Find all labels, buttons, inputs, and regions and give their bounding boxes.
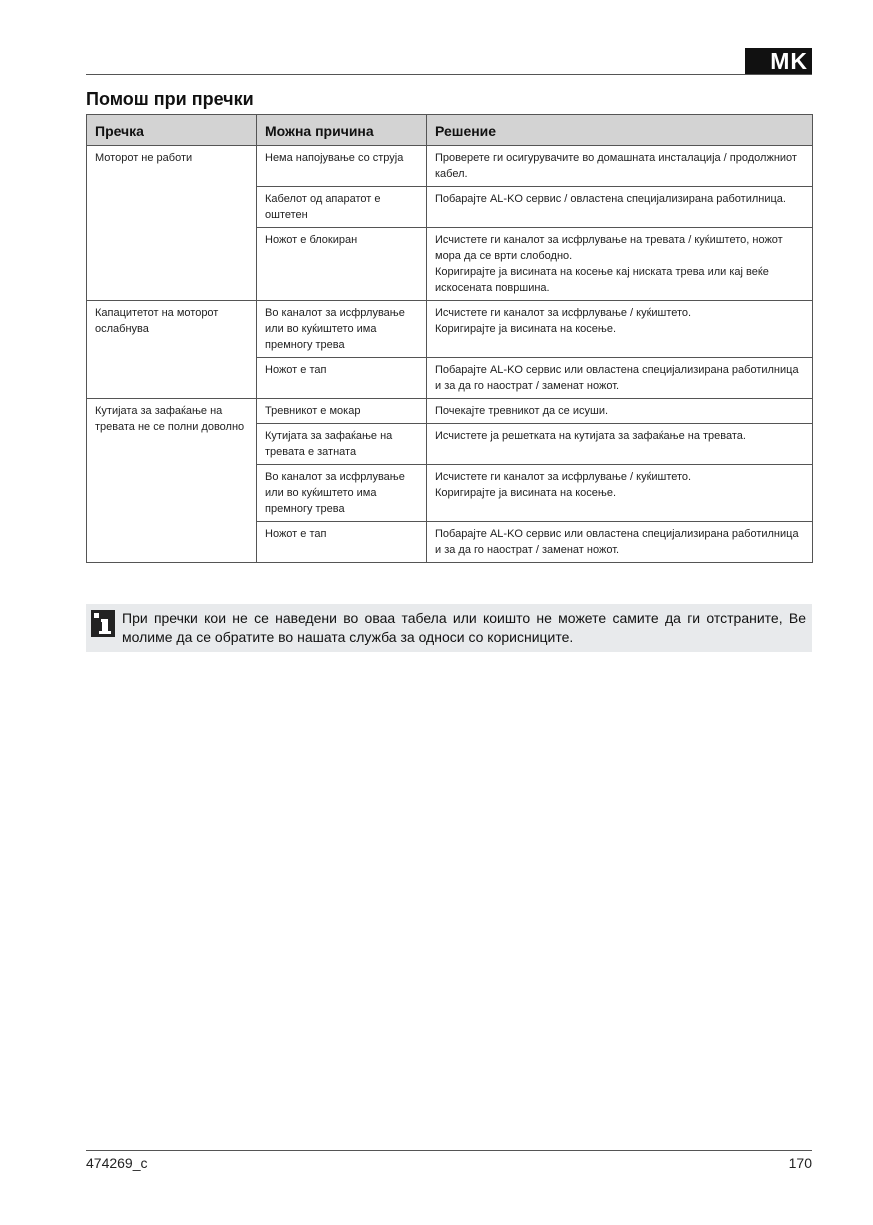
cause-cell — [257, 424, 427, 465]
problem-text: Моторот не работи — [95, 152, 193, 164]
solution-text: Коригирајте ја висината на косење. — [435, 487, 617, 499]
table-row — [87, 399, 813, 424]
table-header-row — [87, 115, 813, 146]
solution-cell — [427, 187, 813, 228]
solution-text: Побарајте AL-KO сервис или овластена специјализирана работилница и за да го наострат / заменат ножот. — [435, 364, 799, 392]
problem-cell — [87, 146, 257, 301]
cause-cell — [257, 465, 427, 522]
cause-text: Во каналот за исфрлување или во куќиштето има премногу трева — [265, 471, 405, 515]
solution-text: Исчистете ги каналот за исфрлување / куќиштето. — [435, 307, 692, 319]
problem-cell — [87, 399, 257, 563]
solution-text: Исчистете ги каналот за исфрлување на тревата / куќиштето, ножот мора да се врти слободно. — [435, 234, 783, 262]
solution-text: Коригирајте ја висината на косење кај ниската трева или кај веќе искосената површина. — [435, 266, 769, 294]
cause-text: Кабелот од апаратот е оштетен — [265, 193, 381, 221]
solution-text: Проверете ги осигурувачите во домашната инсталација / продолжниот кабел. — [435, 152, 797, 180]
cause-text: Ножот е тап — [265, 528, 327, 540]
solution-text: Почекајте тревникот да се исуши. — [435, 405, 609, 417]
solution-text: Коригирајте ја висината на косење. — [435, 323, 617, 335]
solution-text: Исчистете ја решетката на кутијата за зафаќање на тревата. — [435, 430, 746, 442]
solution-cell — [427, 522, 813, 563]
info-note — [86, 604, 812, 652]
solution-text: Побарајте AL-KO сервис или овластена специјализирана работилница и за да го наострат / заменат ножот. — [435, 528, 799, 556]
troubleshooting-table — [86, 114, 813, 563]
info-note-text: При пречки кои не се наведени во оваа табела или коишто не можете самите да ги отстраните, Ве молиме да се обратите во нашата служба за односи со корисниците. — [122, 610, 806, 645]
column-header-solution: Решение — [427, 115, 813, 146]
column-header-cause: Можна причина — [257, 115, 427, 146]
cause-cell — [257, 399, 427, 424]
solution-cell — [427, 301, 813, 358]
info-icon — [91, 610, 115, 637]
cause-text: Нема напојување со струја — [265, 152, 404, 164]
footer-divider — [86, 1150, 812, 1151]
cause-cell — [257, 358, 427, 399]
table-body — [87, 146, 813, 563]
problem-cell — [87, 301, 257, 399]
cause-text: Тревникот е мокар — [265, 405, 361, 417]
problem-text: Капацитетот на моторот ослабнува — [95, 307, 219, 335]
cause-cell — [257, 187, 427, 228]
solution-cell — [427, 399, 813, 424]
cause-cell — [257, 146, 427, 187]
solution-cell — [427, 465, 813, 522]
solution-text: Исчистете ги каналот за исфрлување / куќиштето. — [435, 471, 692, 483]
solution-cell — [427, 424, 813, 465]
table-row — [87, 301, 813, 358]
document-number: 474269_c — [86, 1155, 148, 1171]
solution-cell — [427, 146, 813, 187]
cause-text: Кутијата за зафаќање на тревата е затната — [265, 430, 393, 458]
section-title: Помош при пречки — [86, 89, 254, 109]
solution-cell — [427, 228, 813, 301]
page-number: 170 — [788, 1155, 812, 1171]
table-row — [87, 146, 813, 187]
cause-text: Во каналот за исфрлување или во куќиштето има премногу трева — [265, 307, 405, 351]
solution-text: Побарајте AL-KO сервис / овластена специјализирана работилница. — [435, 193, 786, 205]
cause-text: Ножот е блокиран — [265, 234, 358, 246]
solution-cell — [427, 358, 813, 399]
cause-text: Ножот е тап — [265, 364, 327, 376]
column-header-problem: Пречка — [87, 115, 257, 146]
problem-text: Кутијата за зафаќање на тревата не се полни доволно — [95, 405, 245, 433]
cause-cell — [257, 301, 427, 358]
cause-cell — [257, 228, 427, 301]
cause-cell — [257, 522, 427, 563]
header-divider — [86, 74, 812, 75]
language-badge: MK — [745, 48, 812, 75]
